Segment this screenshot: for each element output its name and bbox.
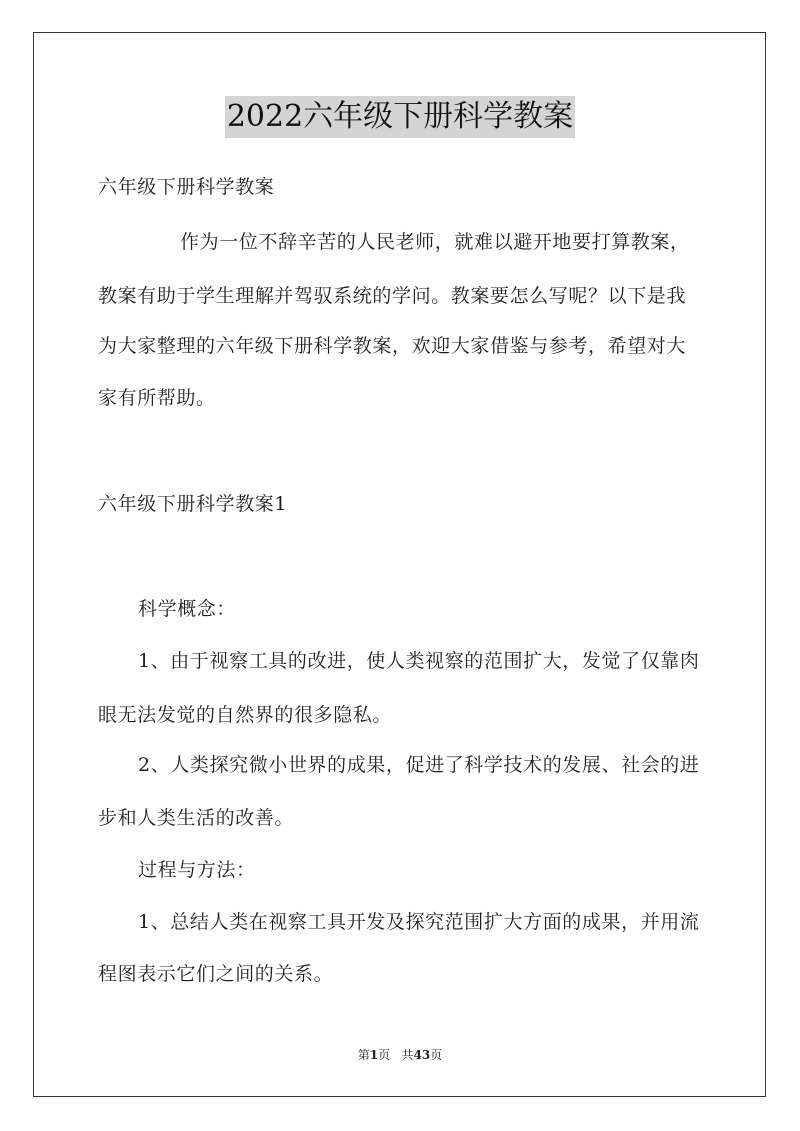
intro-line-3: 为大家整理的六年级下册科学教案，欢迎大家借鉴与参考，希望对大 bbox=[98, 335, 687, 357]
process-line-1: 1、总结人类在视察工具开发及探究范围扩大方面的成果，并用流 bbox=[138, 911, 700, 933]
footer-total-suffix: 页 bbox=[430, 1048, 443, 1062]
concept-line-3: 2、人类探究微小世界的成果，促进了科学技术的发展、社会的进 bbox=[138, 754, 700, 776]
footer-page-number: 1 bbox=[369, 1048, 379, 1062]
footer-page-suffix: 页 bbox=[378, 1048, 391, 1062]
footer-total-prefix: 共 bbox=[401, 1048, 414, 1062]
footer-page-prefix: 第 bbox=[357, 1048, 370, 1062]
concept-line-4: 步和人类生活的改善。 bbox=[98, 807, 295, 829]
footer-total-number: 43 bbox=[413, 1048, 431, 1062]
process-line-2: 程图表示它们之间的关系。 bbox=[98, 963, 334, 985]
concepts-heading: 科学概念： bbox=[138, 598, 237, 620]
intro-line-1: 作为一位不辞辛苦的人民老师，就难以避开地要打算教案， bbox=[180, 231, 690, 253]
intro-line-4: 家有所帮助。 bbox=[98, 387, 216, 409]
document-subtitle: 六年级下册科学教案 bbox=[98, 176, 275, 198]
concept-line-2: 眼无法发觉的自然界的很多隐私。 bbox=[98, 704, 393, 726]
process-heading: 过程与方法： bbox=[138, 859, 256, 881]
document-title: 2022六年级下册科学教案 bbox=[225, 96, 575, 138]
concept-line-1: 1、由于视察工具的改进，使人类视察的范围扩大，发觉了仅靠肉 bbox=[138, 650, 700, 672]
title-container bbox=[0, 96, 800, 138]
section-heading: 六年级下册科学教案1 bbox=[98, 493, 288, 515]
page-footer bbox=[0, 1047, 800, 1063]
intro-line-2: 教案有助于学生理解并驾驭系统的学问。教案要怎么写呢？以下是我 bbox=[98, 285, 687, 307]
